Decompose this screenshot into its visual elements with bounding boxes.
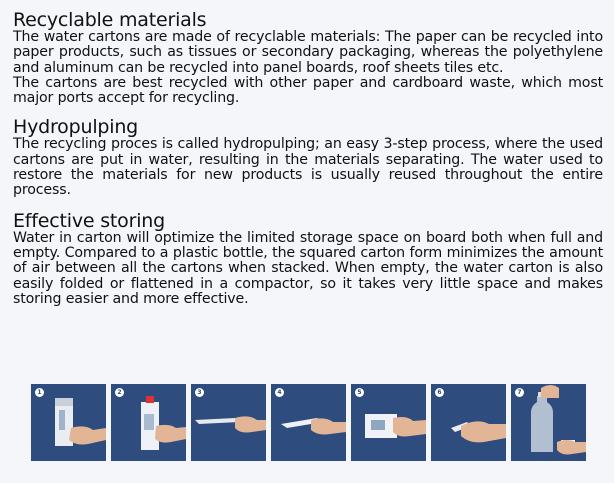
section-paragraph: The water cartons are made of recyclable materials: The paper can be recycled into paper products, such as tissues or secondary packaging, whereas the polyethylene and aluminum can be recycled into panel boards, roof sheets tiles etc. [13,29,603,76]
section-heading: Hydropulping [13,116,139,139]
step-number-badge: 7 [515,388,524,397]
section-hydropulping [13,117,603,198]
step-photo-2 [111,384,186,461]
step-photo-7 [511,384,586,461]
step-number-badge: 5 [355,388,364,397]
section-effective-storing [13,211,603,307]
step-photo-5 [351,384,426,461]
section-paragraph: The recycling proces is called hydropulping; an easy 3-step process, where the used cartons are put in water, resulting in the materials separating. The water used to restore the materials for new products is usually reused throughout the entire process. [13,136,603,199]
step-photo-4 [271,384,346,461]
step-number-badge: 6 [435,388,444,397]
section-recyclable-materials [13,10,603,106]
step-photo-6 [431,384,506,461]
section-heading: Effective storing [13,209,165,232]
step-photo-3 [191,384,266,461]
step-number-badge: 2 [115,388,124,397]
section-paragraph: The cartons are best recycled with other paper and cardboard waste, which most major ports accept for recycling. [13,74,603,107]
step-number-badge: 1 [35,388,44,397]
section-heading: Recyclable materials [13,9,207,31]
step-number-badge: 4 [275,388,284,397]
section-paragraph: Water in carton will optimize the limited storage space on board both when full and empty. Compared to a plastic bottle, the squared carton form minimizes the amount of air between all the cartons when stacked. When empty, the water carton is also easily folded or flattened in a compactor, so it takes very little space and makes storing easier and more effective. [13,229,603,307]
step-number-badge: 3 [195,388,204,397]
folding-steps-strip [31,384,586,461]
step-photo-1 [31,384,106,461]
article [13,10,603,307]
